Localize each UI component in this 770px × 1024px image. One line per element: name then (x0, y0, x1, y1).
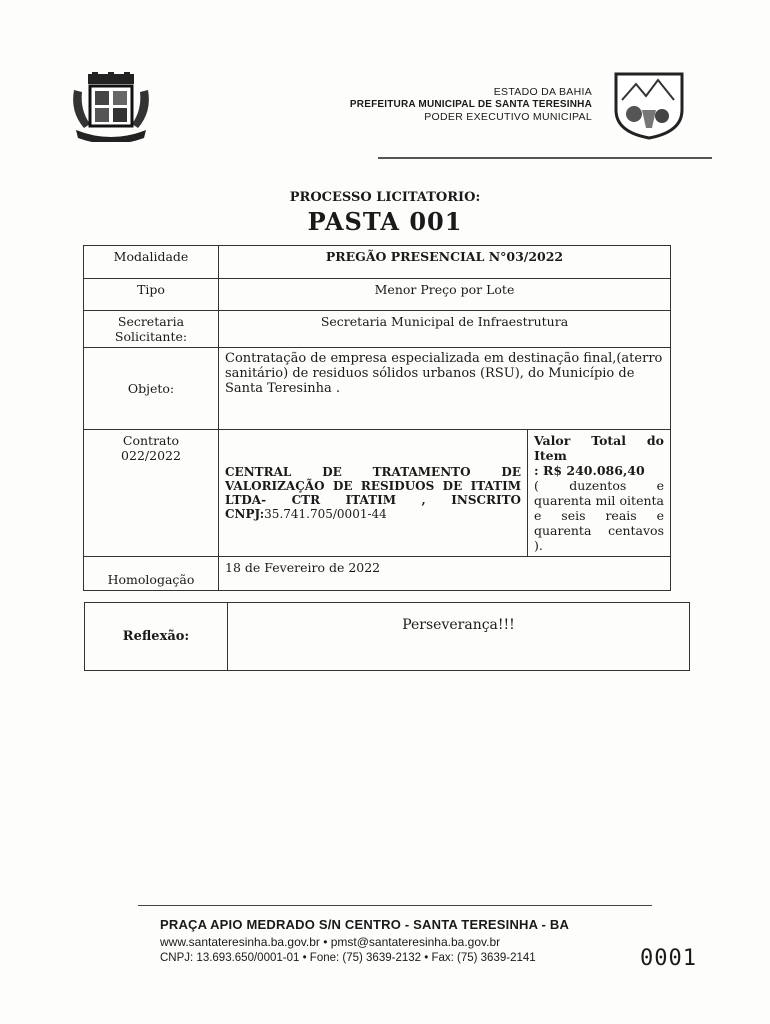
municipal-emblem (612, 70, 686, 140)
cnpj-prefix: CNPJ: (225, 507, 265, 521)
folder-title: PASTA 001 (307, 207, 463, 236)
process-title: PROCESSO LICITATORIO: (289, 190, 481, 205)
page-number-stamp: 0001 (640, 946, 697, 971)
tipo-value: Menor Preço por Lote (219, 279, 671, 311)
header-prefecture: PREFEITURA MUNICIPAL DE SANTA TERESINHA (349, 99, 592, 110)
footer-divider (138, 905, 652, 906)
valor-amount: : R$ 240.086,40 (534, 463, 645, 478)
homologacao-value: 18 de Fevereiro de 2022 (219, 557, 671, 591)
secretaria-label (84, 311, 219, 348)
secretaria-label-line2: Solicitante: (114, 329, 188, 344)
valor-cell (528, 430, 671, 557)
modalidade-label: Modalidade (84, 246, 219, 279)
contrato-label-text: Contrato (122, 433, 180, 448)
company-cnpj-line (225, 507, 521, 521)
company-line-3: LTDA- CTR ITATIM , INSCRITO (225, 493, 521, 507)
valor-label: Valor Total do Item (534, 433, 664, 463)
objeto-label: Objeto: (84, 348, 219, 430)
company-cnpj: 35.741.705/0001-44 (264, 507, 387, 521)
homologacao-label: Homologação (84, 557, 219, 591)
company-line-2: VALORIZAÇÃO DE RESIDUOS DE ITATIM (225, 479, 521, 493)
header-divider (378, 157, 712, 159)
footer-web-email: www.santateresinha.ba.gov.br • pmst@santateresinha.ba.gov.br (160, 935, 501, 949)
objeto-value: Contratação de empresa especializada em destinação final,(aterro sanitário) de residuos sólidos urbanos (RSU), do Município de Santa Teresinha . (219, 348, 671, 430)
header-branch: PODER EXECUTIVO MUNICIPAL (424, 111, 592, 123)
footer-contacts: CNPJ: 13.693.650/0001-01 • Fone: (75) 3639-2132 • Fax: (75) 3639-2141 (160, 952, 536, 964)
footer-address: PRAÇA APIO MEDRADO S/N CENTRO - SANTA TERESINHA - BA (160, 917, 570, 932)
reflexao-label: Reflexão: (85, 603, 228, 671)
header-state: ESTADO DA BAHIA (493, 86, 592, 98)
contrato-label (84, 430, 219, 557)
municipal-coat-of-arms (70, 72, 152, 142)
reflexao-value: Perseverança!!! (228, 603, 690, 671)
modalidade-value: PREGÃO PRESENCIAL N°03/2022 (219, 246, 671, 279)
secretaria-label-line1: Secretaria (117, 314, 185, 329)
secretaria-value: Secretaria Municipal de Infraestrutura (219, 311, 671, 348)
contrato-number: 022/2022 (121, 448, 181, 463)
reflexao-table (84, 602, 690, 671)
contractor-cell (219, 430, 528, 557)
company-line-1: CENTRAL DE TRATAMENTO DE (225, 465, 521, 479)
valor-words: ( duzentos e quarenta mil oitenta e seis reais e quarenta centavos ). (534, 478, 664, 553)
tipo-label: Tipo (84, 279, 219, 311)
process-table (83, 245, 671, 591)
